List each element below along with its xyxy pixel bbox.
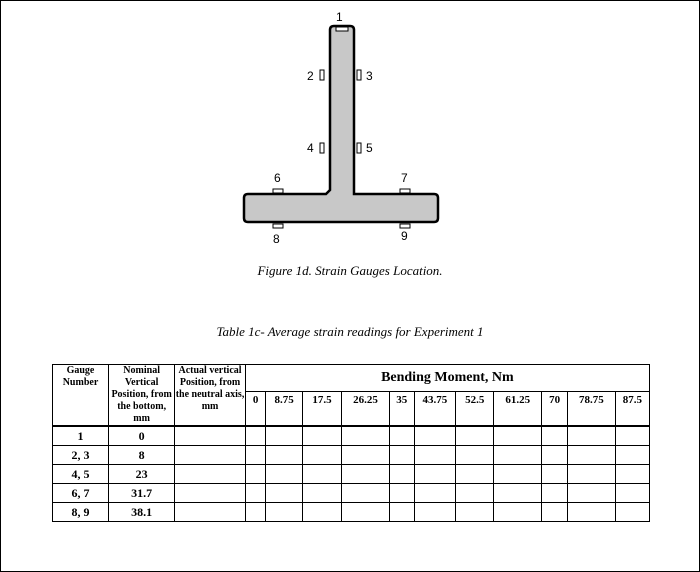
reading-cell[interactable] (494, 503, 542, 522)
actual-cell[interactable] (175, 446, 245, 465)
reading-cell[interactable] (456, 446, 494, 465)
reading-cell[interactable] (568, 503, 616, 522)
actual-cell[interactable] (175, 465, 245, 484)
actual-cell[interactable] (175, 426, 245, 446)
moment-cell: 17.5 (302, 392, 341, 426)
reading-cell[interactable] (494, 446, 542, 465)
reading-cell[interactable] (615, 465, 649, 484)
gauge-cell: 1 (53, 426, 109, 446)
reading-cell[interactable] (456, 484, 494, 503)
moment-cell: 52.5 (456, 392, 494, 426)
gauge-cell: 2, 3 (53, 446, 109, 465)
table-header-row (53, 365, 650, 392)
reading-cell[interactable] (456, 465, 494, 484)
moment-cell: 8.75 (266, 392, 302, 426)
reading-cell[interactable] (302, 503, 341, 522)
moment-cell: 78.75 (568, 392, 616, 426)
strain-readings-table (52, 364, 650, 522)
reading-cell[interactable] (568, 446, 616, 465)
gauge-label-1: 1 (336, 10, 343, 24)
reading-cell[interactable] (542, 465, 568, 484)
reading-cell[interactable] (342, 446, 390, 465)
table-row (53, 446, 650, 465)
figure-caption: Figure 1d. Strain Gauges Location. (257, 263, 443, 278)
moment-cell: 0 (245, 392, 266, 426)
table-row (53, 465, 650, 484)
table-row (53, 426, 650, 446)
reading-cell[interactable] (245, 446, 266, 465)
gauge-8-marker (273, 224, 283, 228)
gauge-6-marker (273, 189, 283, 193)
reading-cell[interactable] (542, 484, 568, 503)
moment-cell: 70 (542, 392, 568, 426)
reading-cell[interactable] (266, 503, 302, 522)
reading-cell[interactable] (615, 446, 649, 465)
nominal-cell: 31.7 (108, 484, 174, 503)
gauge-7-marker (400, 189, 410, 193)
reading-cell[interactable] (245, 503, 266, 522)
reading-cell[interactable] (568, 484, 616, 503)
reading-cell[interactable] (494, 465, 542, 484)
gauge-label-6: 6 (274, 171, 281, 185)
gauge-2-marker (320, 70, 324, 80)
reading-cell[interactable] (302, 446, 341, 465)
moment-cell: 35 (389, 392, 414, 426)
moment-cell: 87.5 (615, 392, 649, 426)
reading-cell[interactable] (414, 446, 455, 465)
gauge-label-2: 2 (307, 69, 314, 83)
moment-cell: 43.75 (414, 392, 455, 426)
table-row (53, 503, 650, 522)
reading-cell[interactable] (266, 426, 302, 446)
reading-cell[interactable] (302, 465, 341, 484)
reading-cell[interactable] (414, 484, 455, 503)
gauge-label-8: 8 (273, 232, 280, 246)
gauge-cell: 8, 9 (53, 503, 109, 522)
gauge-4-marker (320, 143, 324, 153)
actual-position-header: Actual vertical Position, from the neutral axis, mm (175, 365, 245, 427)
reading-cell[interactable] (245, 465, 266, 484)
bending-moment-header: Bending Moment, Nm (245, 365, 649, 392)
gauge-label-9: 9 (401, 229, 408, 243)
moment-cell: 26.25 (342, 392, 390, 426)
nominal-position-header: Nominal Vertical Position, from the bottom, mm (108, 365, 174, 427)
reading-cell[interactable] (615, 426, 649, 446)
gauge-3-marker (357, 70, 361, 80)
reading-cell[interactable] (542, 503, 568, 522)
gauge-label-5: 5 (366, 141, 373, 155)
actual-cell[interactable] (175, 484, 245, 503)
reading-cell[interactable] (302, 484, 341, 503)
reading-cell[interactable] (342, 465, 390, 484)
reading-cell[interactable] (266, 484, 302, 503)
reading-cell[interactable] (414, 465, 455, 484)
gauge-number-header: Gauge Number (53, 365, 109, 427)
nominal-cell: 38.1 (108, 503, 174, 522)
actual-cell[interactable] (175, 503, 245, 522)
gauge-label-3: 3 (366, 69, 373, 83)
reading-cell[interactable] (389, 484, 414, 503)
reading-cell[interactable] (456, 503, 494, 522)
reading-cell[interactable] (266, 465, 302, 484)
nominal-cell: 8 (108, 446, 174, 465)
reading-cell[interactable] (542, 426, 568, 446)
reading-cell[interactable] (615, 484, 649, 503)
table-row (53, 484, 650, 503)
reading-cell[interactable] (342, 426, 390, 446)
reading-cell[interactable] (414, 426, 455, 446)
gauge-label-4: 4 (307, 141, 314, 155)
gauge-cell: 6, 7 (53, 484, 109, 503)
reading-cell[interactable] (302, 426, 341, 446)
gauge-1-marker (336, 27, 348, 31)
gauge-cell: 4, 5 (53, 465, 109, 484)
reading-cell[interactable] (494, 426, 542, 446)
reading-cell[interactable] (568, 465, 616, 484)
nominal-cell: 0 (108, 426, 174, 446)
reading-cell[interactable] (389, 426, 414, 446)
reading-cell[interactable] (389, 446, 414, 465)
reading-cell[interactable] (494, 484, 542, 503)
reading-cell[interactable] (389, 503, 414, 522)
gauge-5-marker (357, 143, 361, 153)
reading-cell[interactable] (266, 446, 302, 465)
reading-cell[interactable] (414, 503, 455, 522)
reading-cell[interactable] (568, 426, 616, 446)
moment-cell: 61.25 (494, 392, 542, 426)
reading-cell[interactable] (542, 446, 568, 465)
reading-cell[interactable] (245, 426, 266, 446)
reading-cell[interactable] (456, 426, 494, 446)
reading-cell[interactable] (615, 503, 649, 522)
gauge-9-marker (400, 224, 410, 228)
reading-cell[interactable] (245, 484, 266, 503)
reading-cell[interactable] (342, 503, 390, 522)
table-caption: Table 1c- Average strain readings for Experiment 1 (216, 324, 484, 339)
reading-cell[interactable] (389, 465, 414, 484)
reading-cell[interactable] (342, 484, 390, 503)
nominal-cell: 23 (108, 465, 174, 484)
gauge-label-7: 7 (401, 171, 408, 185)
